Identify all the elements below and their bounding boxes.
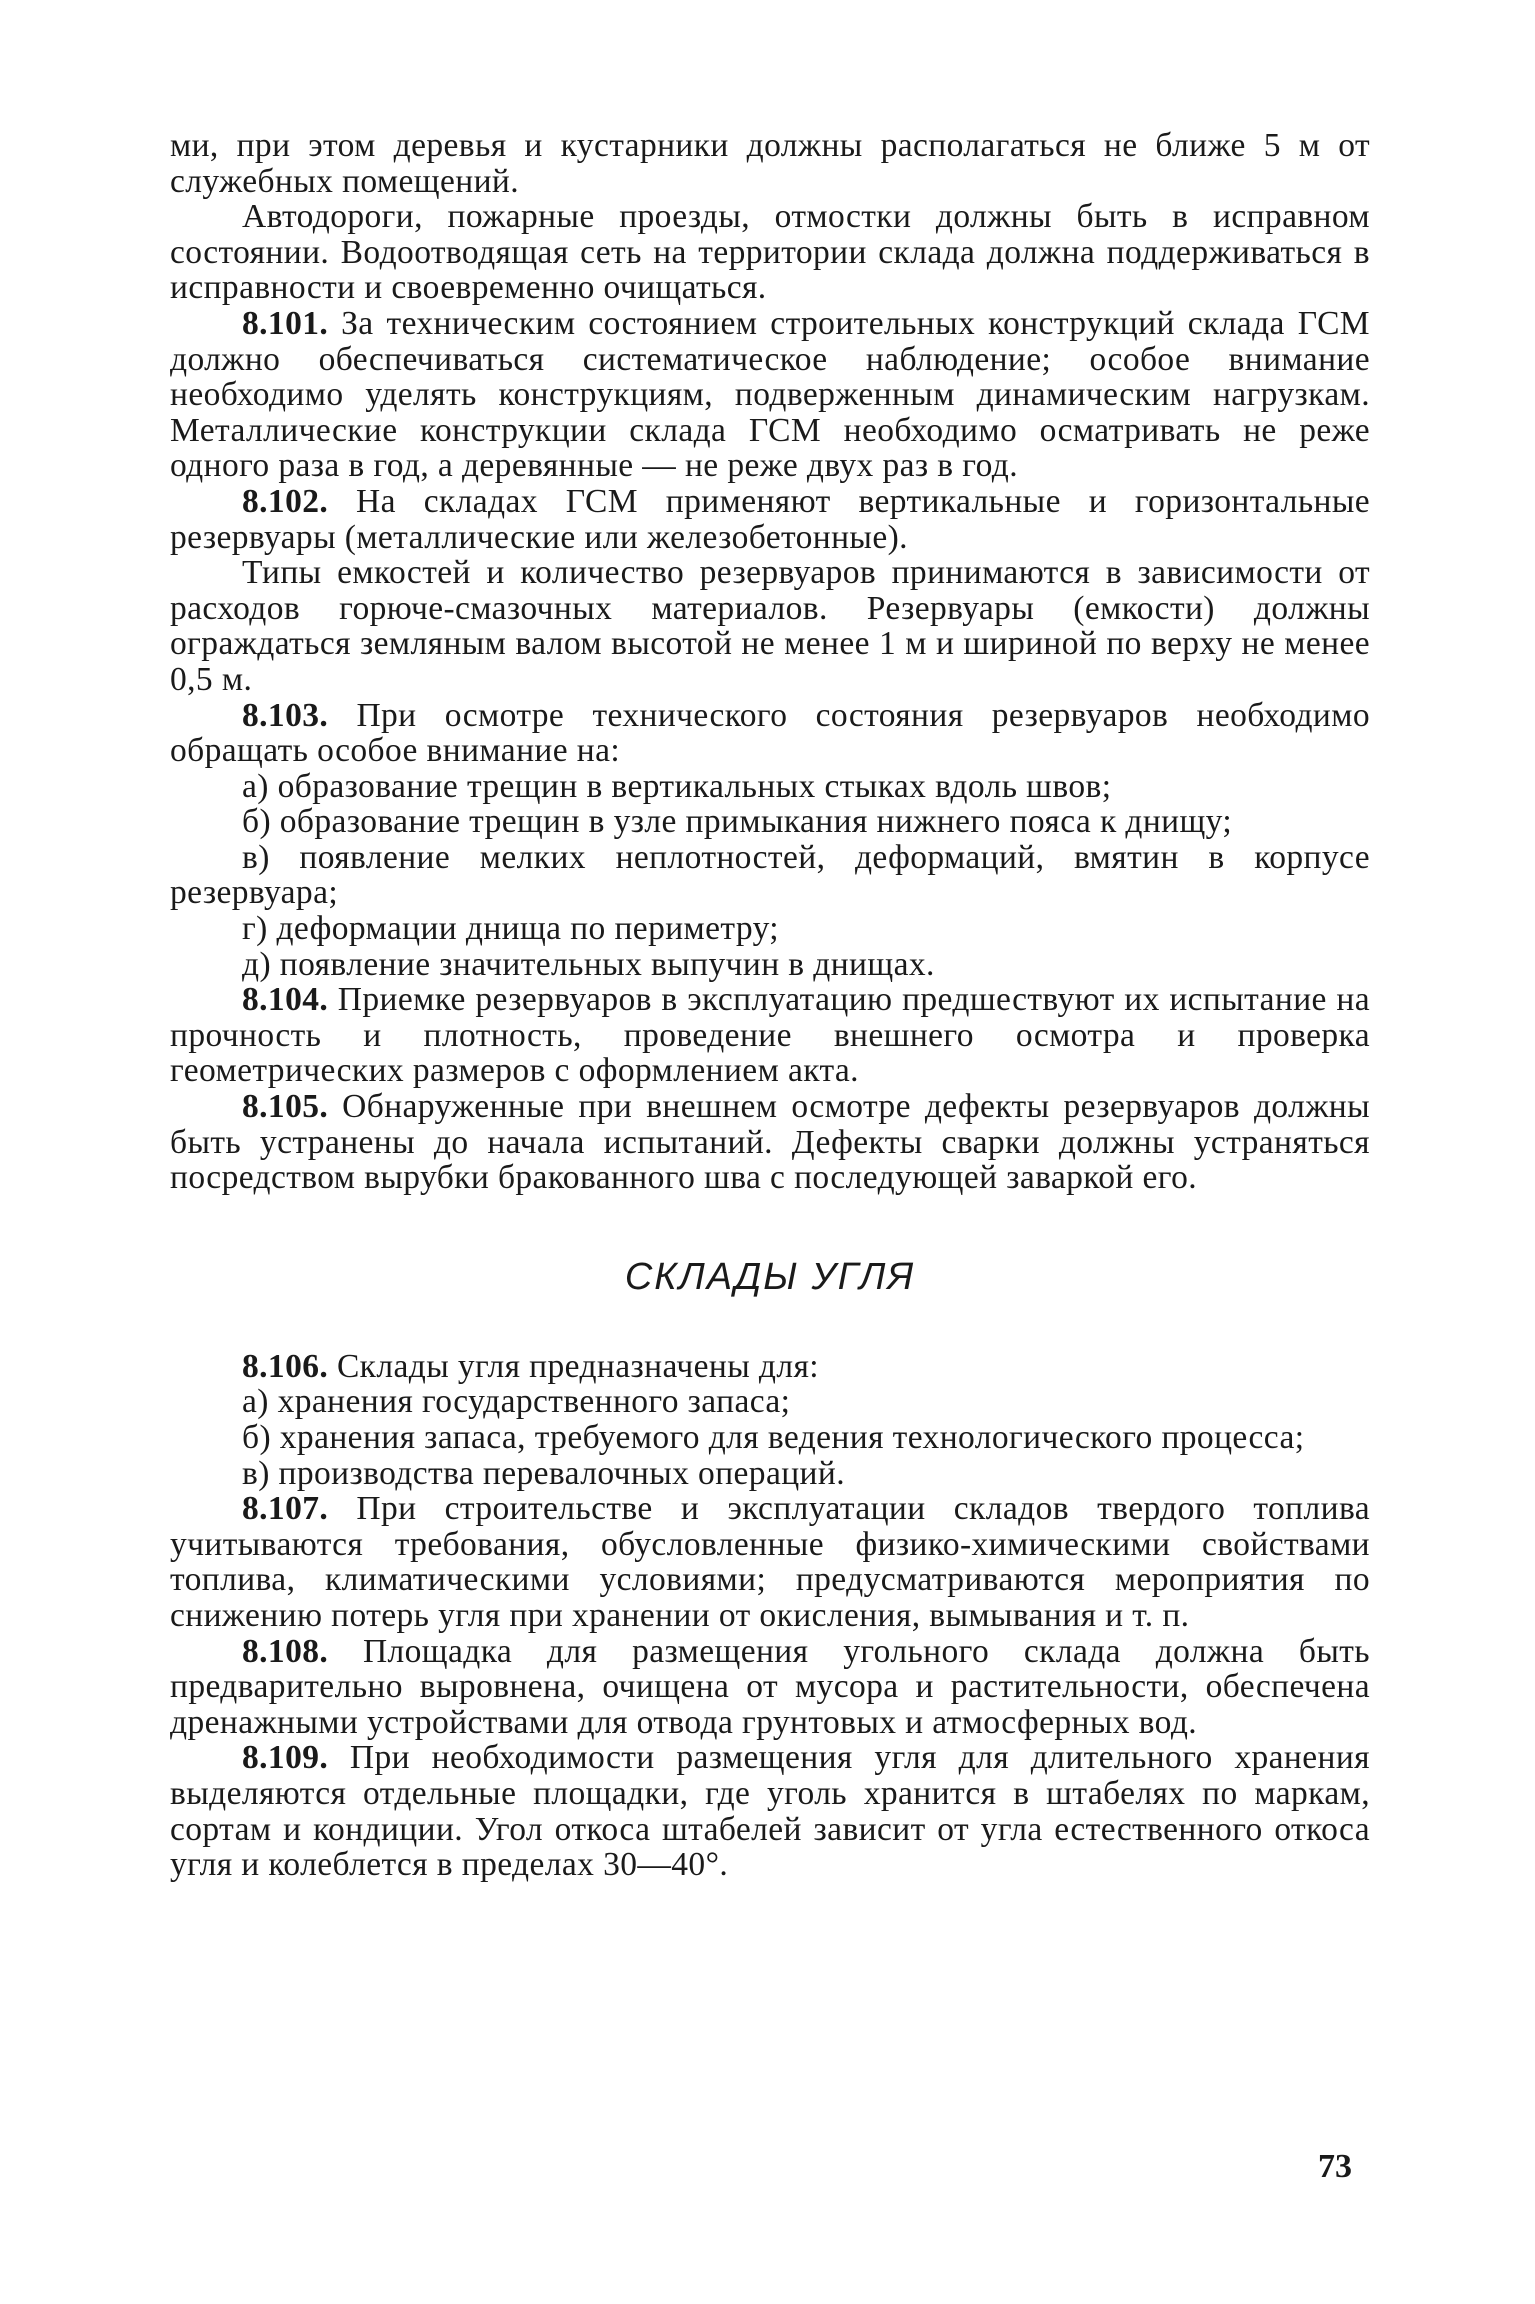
section-text: При строительстве и эксплуатации складов твердого топлива учитываются требования, обусловленные физико-химическими свойствами топлива, климатическими условиями; предусматриваются мероприятия по снижению потерь угля при хранении от окисления, вымывания и т. п. — [170, 1490, 1370, 1634]
section-number: 8.104. — [242, 981, 329, 1019]
page-number: 73 — [1318, 2148, 1352, 2185]
section-number: 8.107. — [242, 1490, 329, 1528]
section-heading: СКЛАДЫ УГЛЯ — [624, 1255, 916, 1298]
page-body — [170, 128, 1370, 2248]
section-number: 8.101. — [242, 304, 329, 342]
section-8-102 — [170, 484, 1370, 555]
section-text: При осмотре технического состояния резервуаров необходимо обращать особое внимание на: — [170, 696, 1370, 770]
section-text: Склады угля предназначены для: — [336, 1347, 820, 1385]
section-number: 8.106. — [242, 1347, 329, 1385]
list-item: б) хранения запаса, требуемого для ведения технологического процесса; — [242, 1419, 1305, 1456]
section-8-104 — [170, 982, 1370, 1089]
section-text: Обнаруженные при внешнем осмотре дефекты резервуаров должны быть устранены до начала испытаний. Дефекты сварки должны устраняться посредством вырубки бракованного шва с последующей заваркой его. — [170, 1088, 1370, 1197]
section-number: 8.102. — [242, 482, 329, 520]
section-8-107 — [170, 1491, 1370, 1633]
list-item: б) образование трещин в узле примыкания нижнего пояса к днищу; — [242, 803, 1233, 841]
list-item: а) хранения государственного запаса; — [242, 1383, 791, 1421]
section-8-108 — [170, 1634, 1370, 1741]
section-8-101 — [170, 306, 1370, 484]
section-8-106 — [170, 1349, 1370, 1385]
paragraph-continuation: ми, при этом деревья и кустарники должны располагаться не ближе 5 м от служебных помещений. — [170, 127, 1370, 200]
section-text: Приемке резервуаров в эксплуатацию предшествуют их испытание на прочность и плотность, проведение внешнего осмотра и проверка геометрических размеров с оформлением акта. — [170, 981, 1370, 1090]
list-item: в) производства перевалочных операций. — [242, 1454, 845, 1492]
list-item: в) появление мелких неплотностей, деформаций, вмятин в корпусе резервуара; — [170, 838, 1370, 912]
list-item: д) появление значительных выпучин в днищах. — [242, 945, 935, 983]
section-text: За техническим состоянием строительных конструкций склада ГСМ должно обеспечиваться систематическое наблюдение; особое внимание необходимо уделять конструкциям, подверженным динамическим нагрузкам. Металлические конструкции склада ГСМ необходимо осматривать не реже одного раза в год, а деревянные — не реже двух раз в год. — [170, 304, 1370, 485]
list-item: г) деформации днища по периметру; — [242, 910, 779, 948]
section-text: Площадка для размещения угольного склада должна быть предварительно выровнена, очищена от мусора и растительности, обеспечена дренажными устройствами для отвода грунтовых и атмосферных вод. — [170, 1632, 1370, 1741]
paragraph-tanks: Типы емкостей и количество резервуаров принимаются в зависимости от расходов горюче-смазочных материалов. Резервуары (емкости) должны ограждаться земляным валом высотой не менее 1 м и шириной по верху не менее 0,5 м. — [170, 554, 1370, 698]
section-number: 8.103. — [242, 696, 329, 734]
section-8-109 — [170, 1740, 1370, 1882]
section-number: 8.109. — [242, 1739, 329, 1777]
section-number: 8.105. — [242, 1088, 329, 1126]
paragraph-roads: Автодороги, пожарные проезды, отмостки должны быть в исправном состоянии. Водоотводящая сеть на территории склада должна поддерживаться в исправности и своевременно очищаться. — [170, 198, 1370, 307]
section-8-103 — [170, 698, 1370, 769]
section-8-105 — [170, 1089, 1370, 1196]
section-number: 8.108. — [242, 1632, 329, 1670]
section-text: При необходимости размещения угля для длительного хранения выделяются отдельные площадки, где уголь хранится в штабелях по маркам, сортам и кондиции. Угол откоса штабелей зависит от угла естественного откоса угля и колеблется в пределах 30—40°. — [170, 1739, 1370, 1884]
list-item: а) образование трещин в вертикальных стыках вдоль швов; — [242, 767, 1112, 805]
section-text: На складах ГСМ применяют вертикальные и горизонтальные резервуары (металлические или железобетонные). — [170, 482, 1371, 556]
